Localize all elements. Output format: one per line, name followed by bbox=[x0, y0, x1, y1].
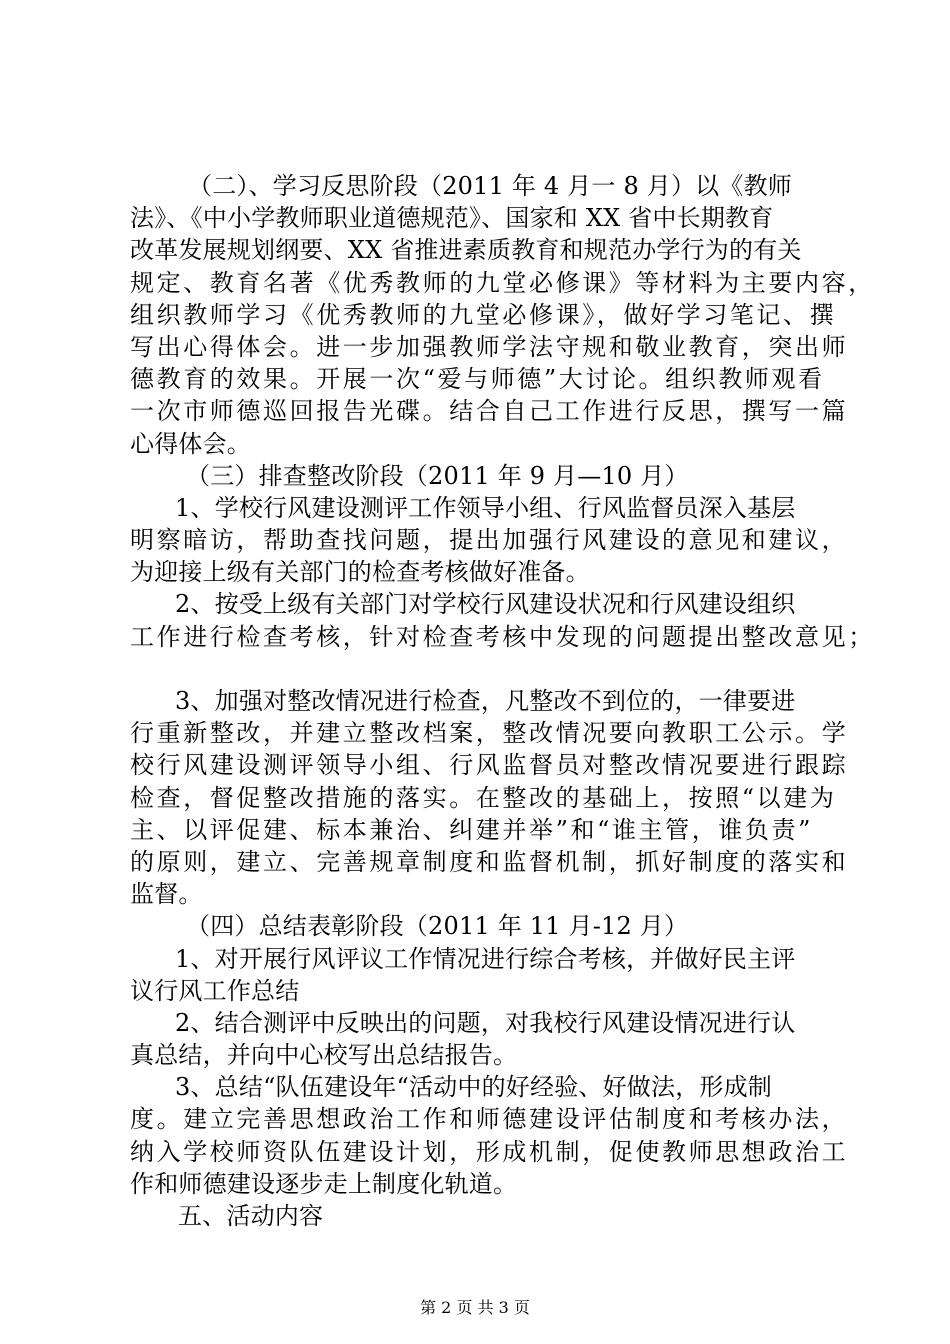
text-line: 检查，督促整改措施的落实。在整改的基础上，按照“以建为 bbox=[130, 783, 837, 812]
section-heading: （四）总结表彰阶段（2011 年 11 月-12 月） bbox=[186, 912, 689, 941]
text-line: 主、以评促建、标本兼治、纠建并举”和“谁主管，谁负责” bbox=[130, 815, 814, 844]
text-line: 组织教师学习《优秀教师的九堂必修课》，做好学习笔记、撰 bbox=[130, 300, 837, 329]
list-item bbox=[130, 1071, 849, 1200]
section-stage-4 bbox=[130, 910, 849, 1200]
text-line: 明察暗访，帮助查找问题，提出加强行风建设的意见和建议， bbox=[130, 526, 849, 555]
text-line: 1、对开展行风评议工作情况进行综合考核，并做好民主评 bbox=[175, 944, 796, 973]
document-body bbox=[130, 170, 875, 1232]
section-heading: （三）排查整改阶段（2011 年 9 月—10 月） bbox=[186, 461, 689, 490]
text-line: 工作进行检查考核，针对检查考核中发现的问题提出整改意见； bbox=[130, 622, 875, 651]
text-line: 3、总结“队伍建设年“活动中的好经验、好做法，形成制 bbox=[175, 1073, 773, 1102]
text-line: 为迎接上级有关部门的检查考核做好准备。 bbox=[130, 558, 590, 587]
list-item bbox=[130, 588, 875, 652]
text-line: 2、结合测评中反映出的问题，对我校行风建设情况进行认 bbox=[175, 1008, 796, 1037]
page-number: 第 2 页 共 3 页 bbox=[420, 1298, 530, 1317]
text-line: 议行风工作总结 bbox=[130, 976, 300, 1005]
text-line: 写出心得体会。进一步加强教师学法守规和敬业教育，突出师 bbox=[130, 332, 849, 361]
text-line: 一次市师德巡回报告光碟。结合自己工作进行反思，撰写一篇 bbox=[130, 397, 849, 426]
text-line: 德教育的效果。开展一次“爱与师德”大讨论。组织教师观看 bbox=[130, 365, 825, 394]
text-line: 的原则，建立、完善规章制度和监督机制，抓好制度的落实和 bbox=[130, 847, 849, 876]
text-line: 真总结，并向中心校写出总结报告。 bbox=[130, 1041, 518, 1070]
list-item bbox=[130, 685, 849, 910]
text-line: （二）、学习反思阶段（2011 年 4 月一 8 月）以《教师 bbox=[188, 172, 792, 200]
page-footer bbox=[0, 1298, 950, 1318]
text-line: 行重新整改，并建立整改档案，整改情况要向教职工公示。学 bbox=[130, 719, 849, 748]
text-line: 2、按受上级有关部门对学校行风建设状况和行风建设组织 bbox=[175, 590, 796, 619]
text-line: 监督。 bbox=[130, 880, 203, 909]
section-heading: 五、活动内容 bbox=[178, 1202, 324, 1230]
text-line: 3、加强对整改情况进行检查，凡整改不到位的，一律要进 bbox=[175, 687, 796, 715]
list-item bbox=[130, 492, 849, 589]
text-line: 规定、教育名著《优秀教师的九堂必修课》等材料为主要内容， bbox=[130, 268, 875, 297]
section-stage-3 bbox=[130, 460, 875, 911]
blank-line bbox=[130, 653, 830, 685]
text-line: 1、学校行风建设测评工作领导小组、行风监督员深入基层 bbox=[175, 493, 796, 522]
text-line: 校行风建设测评领导小组、行风监督员对整改情况要进行跟踪 bbox=[130, 751, 849, 780]
paragraph-stage-2 bbox=[130, 170, 875, 460]
text-line: 改革发展规划纲要、XX 省推进素质教育和规范办学行为的有关 bbox=[130, 236, 802, 265]
text-line: 度。建立完善思想政治工作和师德建设评估制度和考核办法， bbox=[130, 1105, 849, 1134]
text-line: 纳入学校师资队伍建设计划，形成机制，促使教师思想政治工 bbox=[130, 1137, 849, 1166]
text-line: 心得体会。 bbox=[130, 429, 251, 458]
list-item bbox=[130, 943, 830, 1007]
text-line: 法》、《中小学教师职业道德规范》、国家和 XX 省中长期教育 bbox=[130, 204, 774, 233]
text-line: 作和师德建设逐步走上制度化轨道。 bbox=[130, 1169, 518, 1198]
list-item bbox=[130, 1007, 830, 1071]
